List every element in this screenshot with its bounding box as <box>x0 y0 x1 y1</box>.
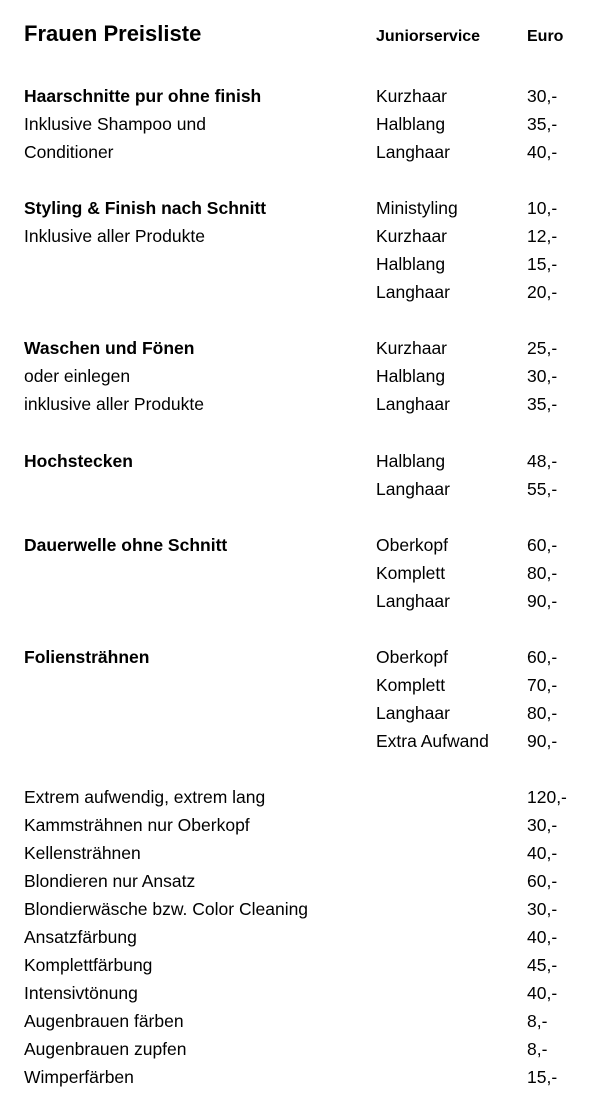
price-value: 55,- <box>527 479 558 499</box>
service-variant: Langhaar <box>376 282 450 302</box>
price-value: 30,- <box>527 86 558 106</box>
service-description: Augenbrauen färben <box>24 1011 184 1031</box>
service-description: Wimperfärben <box>24 1067 134 1087</box>
service-variant: Halblang <box>376 114 446 134</box>
service-variant: Halblang <box>376 254 446 274</box>
service-variant: Langhaar <box>376 479 450 499</box>
service-variant: Langhaar <box>376 394 450 414</box>
service-description: Kammsträhnen nur Oberkopf <box>24 815 250 835</box>
service-description: Augenbrauen zupfen <box>24 1039 187 1059</box>
service-variant: Oberkopf <box>376 535 448 555</box>
price-value: 90,- <box>527 591 558 611</box>
price-list-header <box>0 0 600 70</box>
service-title: Foliensträhnen <box>24 647 150 667</box>
service-variant: Komplett <box>376 563 446 583</box>
service-description: Komplettfärbung <box>24 955 153 975</box>
price-row <box>0 587 600 615</box>
service-title: Dauerwelle ohne Schnitt <box>24 535 228 555</box>
price-row <box>0 222 600 250</box>
service-title: Waschen und Fönen <box>24 338 195 358</box>
service-description: Blondieren nur Ansatz <box>24 871 196 891</box>
price-row <box>0 951 600 979</box>
price-row <box>0 194 600 222</box>
service-description: Extrem aufwendig, extrem lang <box>24 787 266 807</box>
price-row <box>0 979 600 1007</box>
price-row <box>0 811 600 839</box>
price-row <box>0 362 600 390</box>
service-description: Ansatzfärbung <box>24 927 137 947</box>
price-row <box>0 867 600 895</box>
price-row <box>0 447 600 475</box>
price-row <box>0 1007 600 1035</box>
service-variant: Halblang <box>376 451 446 471</box>
price-row <box>0 82 600 110</box>
price-value: 30,- <box>527 366 558 386</box>
price-row <box>0 390 600 418</box>
service-description: oder einlegen <box>24 366 131 386</box>
page-title: Frauen Preisliste <box>24 21 202 46</box>
service-variant: Extra Aufwand <box>376 731 489 751</box>
price-value: 8,- <box>527 1011 548 1031</box>
price-value: 120,- <box>527 787 567 807</box>
price-value: 8,- <box>527 1039 548 1059</box>
price-value: 35,- <box>527 394 558 414</box>
service-variant: Halblang <box>376 366 446 386</box>
price-row <box>0 475 600 503</box>
price-row <box>0 671 600 699</box>
service-variant: Komplett <box>376 675 446 695</box>
price-value: 40,- <box>527 983 558 1003</box>
price-value: 15,- <box>527 1067 558 1087</box>
service-description: Kellensträhnen <box>24 843 141 863</box>
price-row <box>0 727 600 755</box>
price-row <box>0 559 600 587</box>
price-value: 60,- <box>527 871 558 891</box>
price-value: 60,- <box>527 535 558 555</box>
price-value: 25,- <box>527 338 558 358</box>
price-value: 48,- <box>527 451 558 471</box>
price-value: 70,- <box>527 675 558 695</box>
price-value: 80,- <box>527 703 558 723</box>
price-value: 30,- <box>527 899 558 919</box>
service-description: Inklusive Shampoo und <box>24 114 206 134</box>
service-variant: Langhaar <box>376 591 450 611</box>
service-description: Conditioner <box>24 142 114 162</box>
service-variant: Kurzhaar <box>376 338 448 358</box>
price-row <box>0 895 600 923</box>
price-value: 10,- <box>527 198 558 218</box>
service-title: Hochstecken <box>24 451 133 471</box>
price-value: 40,- <box>527 927 558 947</box>
price-value: 45,- <box>527 955 558 975</box>
service-description: Blondierwäsche bzw. Color Cleaning <box>24 899 309 919</box>
column-header-euro: Euro <box>527 28 564 45</box>
price-value: 60,- <box>527 647 558 667</box>
price-value: 90,- <box>527 731 558 751</box>
service-variant: Kurzhaar <box>376 226 448 246</box>
price-row <box>0 839 600 867</box>
service-variant: Langhaar <box>376 142 450 162</box>
service-variant: Oberkopf <box>376 647 448 667</box>
price-row <box>0 923 600 951</box>
price-value: 30,- <box>527 815 558 835</box>
service-variant: Ministyling <box>376 198 458 218</box>
price-row <box>0 1035 600 1063</box>
service-description: inklusive aller Produkte <box>24 394 204 414</box>
service-variant: Kurzhaar <box>376 86 448 106</box>
price-row <box>0 643 600 671</box>
price-row <box>0 110 600 138</box>
price-value: 80,- <box>527 563 558 583</box>
price-value: 40,- <box>527 843 558 863</box>
price-row <box>0 334 600 362</box>
price-row <box>0 783 600 811</box>
service-description: Inklusive aller Produkte <box>24 226 205 246</box>
price-value: 35,- <box>527 114 558 134</box>
service-title: Haarschnitte pur ohne finish <box>24 86 262 106</box>
service-description: Intensivtönung <box>24 983 138 1003</box>
column-header-service: Juniorservice <box>376 28 481 45</box>
price-value: 40,- <box>527 142 558 162</box>
service-title: Styling & Finish nach Schnitt <box>24 198 267 218</box>
price-row <box>0 699 600 727</box>
price-row <box>0 1063 600 1091</box>
price-row <box>0 138 600 166</box>
price-row <box>0 278 600 306</box>
price-row <box>0 531 600 559</box>
price-value: 12,- <box>527 226 558 246</box>
price-row <box>0 250 600 278</box>
service-variant: Langhaar <box>376 703 450 723</box>
price-value: 20,- <box>527 282 558 302</box>
price-value: 15,- <box>527 254 558 274</box>
